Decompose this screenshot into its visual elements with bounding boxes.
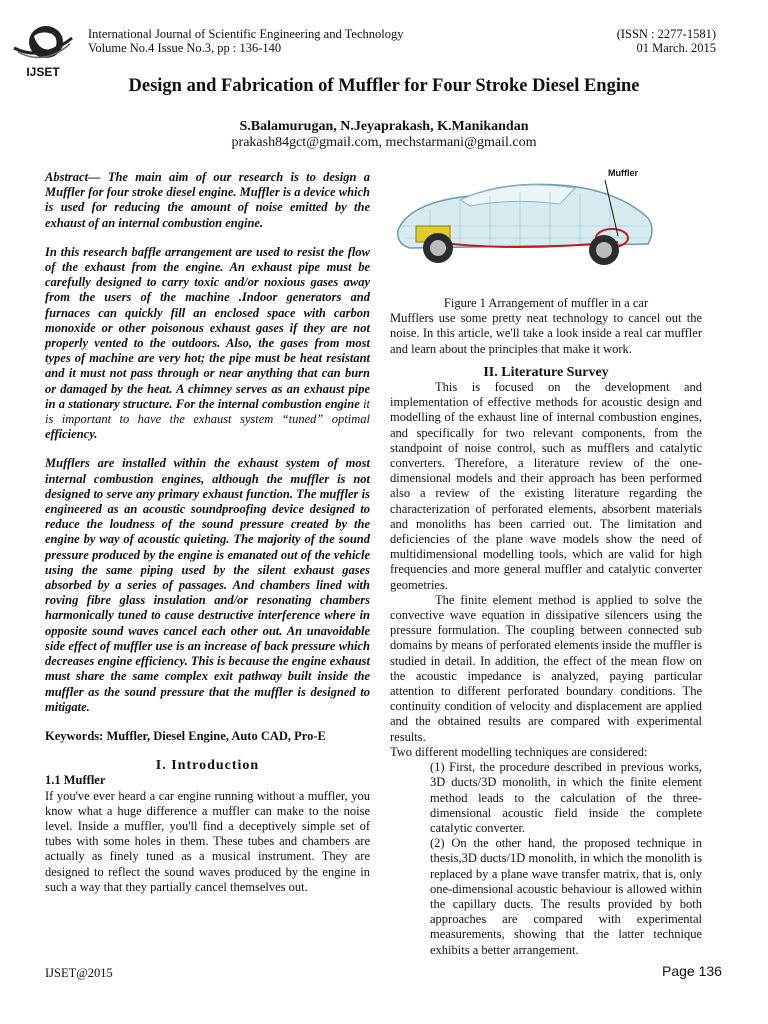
abstract-paragraph-2-tail: it is important to have the exhaust system “tuned” optimal — [45, 396, 371, 427]
literature-paragraph-3: Two different modelling techniques are considered: — [390, 744, 648, 759]
keywords: Keywords: Muffler, Diesel Engine, Auto CAD, Pro-E — [45, 728, 326, 743]
list-item-2: (2) On the other hand, the proposed technique in thesis,3D ducts/1D monolith, in which the monolith is replaced by a plane wave transfer matrix, that is, only one-dimensional acoustic behaviour is allowed within the capillary ducts. The results provided by both approaches are compared with experimental measurements, showing that the latter technique exhibits a better arrangement. — [430, 836, 702, 957]
figure-label-muffler: Muffler — [608, 168, 638, 178]
globe-icon — [12, 22, 74, 80]
literature-paragraph-2: The finite element method is applied to solve the convective wave equation in dissipative silencers using the pressure formulation. The coupling between connected sub domains by means of perforated elements inside the muffler is studied in detail. In addition, the effect of the mean flow on the acoustic impedance is analyzed, paying particular attention to different perforated boundary conditions. The continuity condition of velocity and displacement are applied and the obtained results are compared with experimental results. — [390, 592, 702, 744]
issn: (ISSN : 2277-1581) — [616, 27, 716, 41]
section-heading-introduction: I. Introduction — [155, 758, 260, 774]
right-intro-paragraph: Mufflers use some pretty neat technology to cancel out the noise. In this article, we'll take a look inside a real car muffler and learn about the principles that make it work. — [390, 311, 702, 356]
right-column — [390, 160, 702, 958]
authors: S.Balamurugan, N.Jeyaprakash, K.Manikandan — [239, 119, 529, 134]
literature-paragraph-1: This is focused on the development and implementation of effective methods for acoustic design and modelling of the exhaust line of internal combustion engines, and specifically for two relevant components, from the standpoint of noise control, such as mufflers and catalytic converters. Therefore, a literature review of the one-dimensional models and their approach has been performed also a review of the existing literature regarding the characterization of perforated elements, absorbent materials and monoliths has been carried out. The limitation and deficiencies of the plane wave models show the need of multidimensional modelling tools, which are valid for high frequencies and more general muffler and catalytic converter geometries. — [390, 380, 702, 592]
abstract-paragraph-2-end: efficiency. — [45, 427, 98, 442]
left-column — [45, 170, 370, 895]
paper-title: Design and Fabrication of Muffler for Four Stroke Diesel Engine — [128, 76, 640, 96]
header-right — [617, 27, 716, 55]
subsection-heading-muffler: 1.1 Muffler — [45, 773, 106, 788]
section-heading-literature-survey: II. Literature Survey — [483, 364, 609, 380]
issue-date: 01 March. 2015 — [636, 41, 716, 55]
car-icon — [390, 160, 660, 272]
abstract-paragraph-2 — [45, 245, 370, 443]
page-number: Page 136 — [662, 963, 722, 979]
car-muffler-figure — [390, 160, 660, 272]
abstract-paragraph-3: Mufflers are installed within the exhaust system of most internal combustion engines, although the muffler is not designed to serve any primary exhaust function. The muffler is engineered as an acoustic soundproofing device designed to reduce the loudness of the sound pressure created by the engine by way of acoustic quieting. The majority of the sound pressure produced by the engine is emanated out of the vehicle using the same piping used by the silent exhaust gases absorbed by a series of passages. And chambers lined with roving fibre glass insulation and/or resonating chambers harmonically tuned to cause destructive interference where in opposite sound waves cancel each other out. An unavoidable side effect of muffler use is an increase of back pressure which decreases engine efficiency. This is because the engine exhaust must share the same complex exit pathway built inside the muffler as the sound pressure that the muffler is designed to mitigate. — [45, 456, 370, 714]
figure-caption: Figure 1 Arrangement of muffler in a car — [443, 296, 649, 310]
intro-paragraph: If you've ever heard a car engine running without a muffler, you know what a huge difference a muffler can make to the noise level. Inside a muffler, you'll find a deceptively simple set of tubes with some holes in them. These tubes and chambers are actually as finely tuned as a musical instrument. They are designed to reflect the sound waves produced by the engine in such a way that they partially cancel themselves out. — [45, 788, 370, 894]
logo-text: IJSET — [26, 65, 60, 79]
list-item-1: (1) First, the procedure described in previous works, 3D ducts/3D monolith, in which the finite element method leads to the calculation of the three-dimensional acoustic field inside the complete catalytic converter. — [430, 760, 702, 835]
abstract-paragraph-2-main: In this research baffle arrangement are used to resist the flow of the exhaust from the engine. An exhaust pipe must be carefully designed to carry toxic and/or noxious gases away from the users of the machine .Indoor generators and furnaces can quickly fill an enclosed space with carbon monoxide or other poisonous exhaust gases if they are not properly vented to the outdoors. Also, the gases from most types of machine are very hot; the pipe must be heat resistant and it must not pass through or near anything that can burn or damaged by the heat. A chimney serves as an exhaust pipe in a stationary structure. For the internal combustion engine — [45, 244, 370, 411]
journal-logo — [12, 22, 74, 80]
journal-name: International Journal of Scientific Engineering and Technology — [88, 27, 404, 41]
header-left — [88, 27, 403, 55]
abstract-paragraph-1: Abstract— The main aim of our research is to design a Muffler for four stroke diesel engine. Muffler is a device which is used for reducing the amount of noise emitted by the exhaust of an internal combustion engine. — [45, 170, 370, 230]
volume-info: Volume No.4 Issue No.3, pp : 136-140 — [88, 41, 282, 55]
author-emails: prakash84gct@gmail.com, mechstarmani@gmail.com — [231, 135, 537, 150]
footer-left: IJSET@2015 — [45, 966, 113, 980]
